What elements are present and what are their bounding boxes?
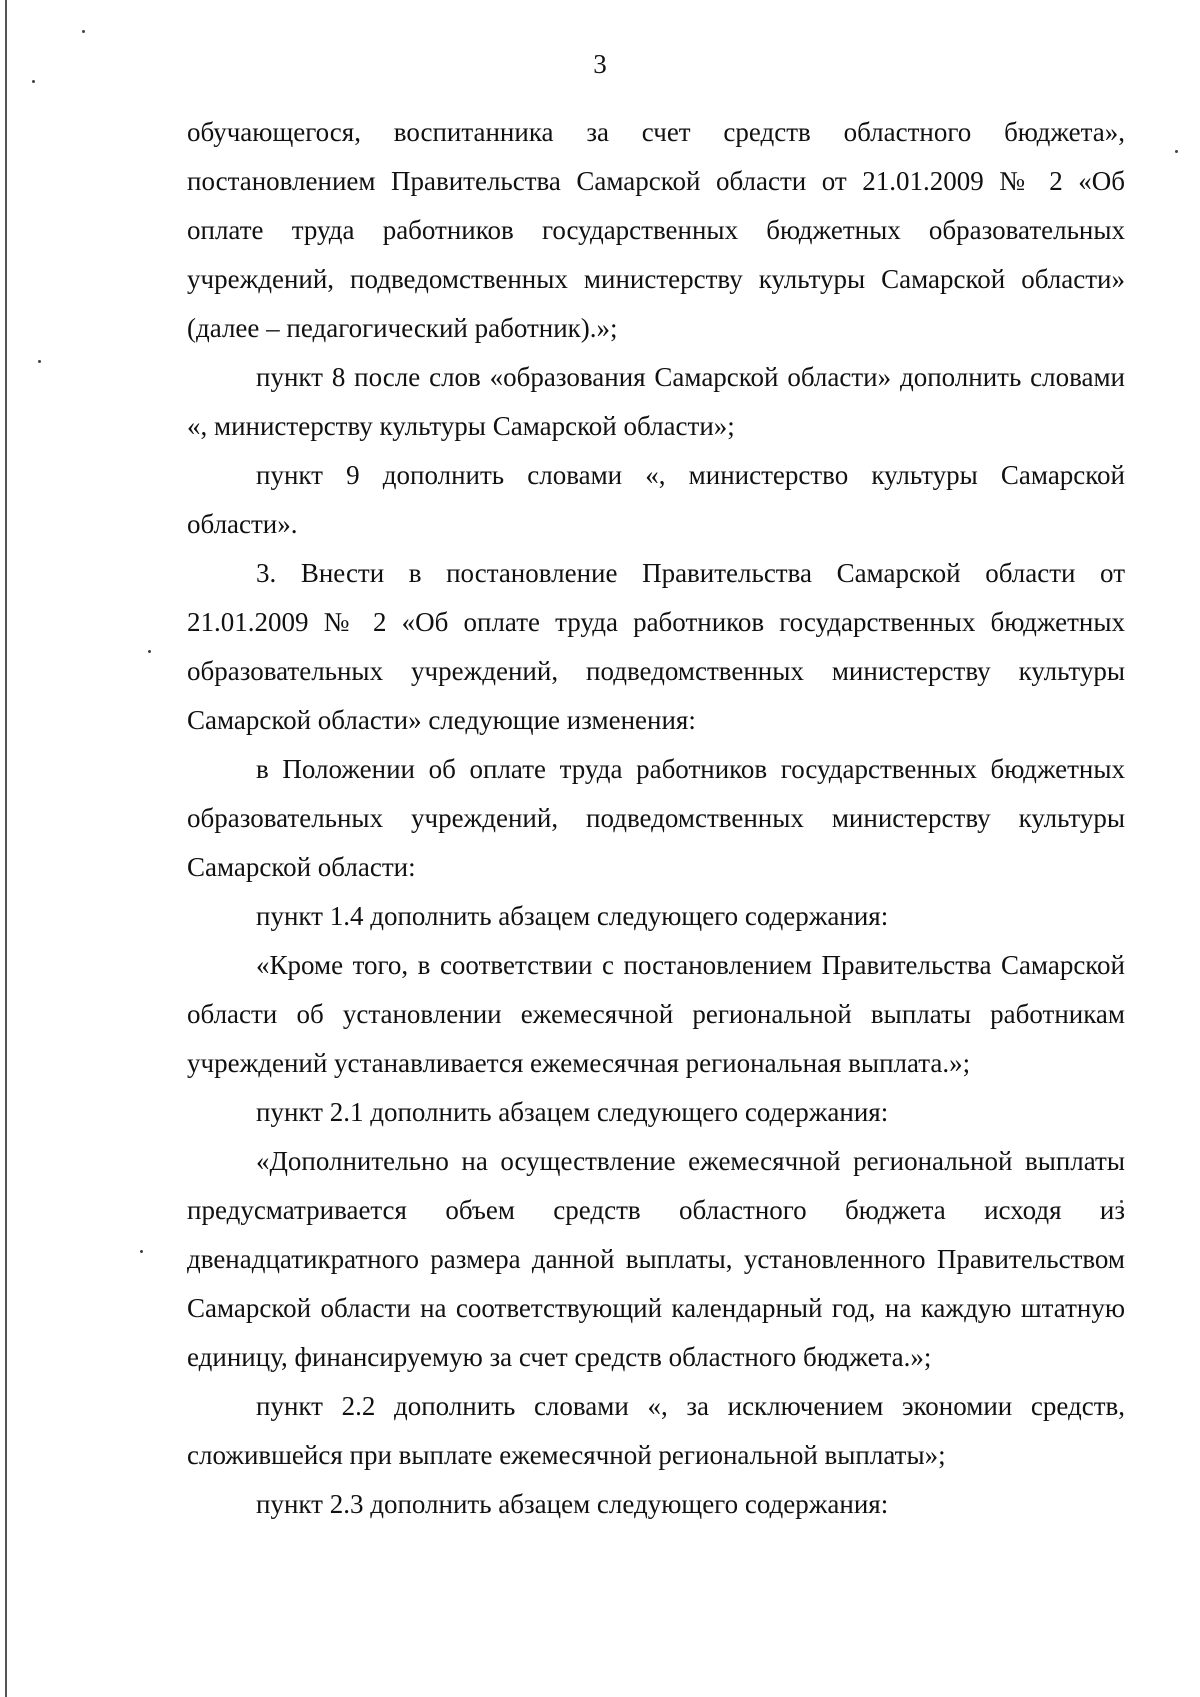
paragraph-point-9: пункт 9 дополнить словами «, министерство культуры Самарской области». xyxy=(187,460,1125,539)
scan-speck xyxy=(38,360,41,363)
document-body xyxy=(187,108,1125,1529)
paragraph-continuation: обучающегося, воспитанника за счет средств областного бюджета», постановлением Правительства Самарской области от 21.01.2009 № 2 «Об оплате труда работников государственных бюджетных образовательных учреждений, подведомственных министерству культуры Самарской области» (далее – педагогический работник).»; xyxy=(187,117,1125,343)
paragraph-quote-1-4: «Кроме того, в соответствии с постановлением Правительства Самарской области об установлении ежемесячной региональной выплаты работникам учреждений устанавливается ежемесячная региональная выплата.»; xyxy=(187,950,1125,1078)
scan-speck xyxy=(140,1250,143,1253)
paragraph-point-8: пункт 8 после слов «образования Самарской области» дополнить словами «, министерству культуры Самарской области»; xyxy=(187,362,1125,441)
scan-speck xyxy=(82,30,85,33)
scan-speck xyxy=(1175,150,1178,153)
paragraph-regulation: в Положении об оплате труда работников государственных бюджетных образовательных учреждений, подведомственных министерству культуры Самарской области: xyxy=(187,754,1125,882)
page-number: 3 xyxy=(593,49,607,79)
paragraph-quote-2-1: «Дополнительно на осуществление ежемесячной региональной выплаты предусматривается объем средств областного бюджета исходя из двенадцатикратного размера данной выплаты, установленного Правительством Самарской области на соответствующий календарный год, на каждую штатную единицу, финансируемую за счет средств областного бюджета.»; xyxy=(187,1146,1125,1372)
paragraph-point-2-2: пункт 2.2 дополнить словами «, за исключением экономии средств, сложившейся при выплате ежемесячной региональной выплаты»; xyxy=(187,1391,1125,1470)
paragraph-section-3: 3. Внести в постановление Правительства Самарской области от 21.01.2009 № 2 «Об оплате труда работников государственных бюджетных образовательных учреждений, подведомственных министерству культуры Самарской области» следующие изменения: xyxy=(187,558,1125,735)
scan-left-edge xyxy=(5,0,7,1697)
scan-speck xyxy=(148,650,151,653)
paragraph-point-1-4: пункт 1.4 дополнить абзацем следующего содержания: xyxy=(256,901,889,931)
paragraph-point-2-3: пункт 2.3 дополнить абзацем следующего содержания: xyxy=(256,1489,889,1519)
paragraph-point-2-1: пункт 2.1 дополнить абзацем следующего содержания: xyxy=(256,1097,889,1127)
